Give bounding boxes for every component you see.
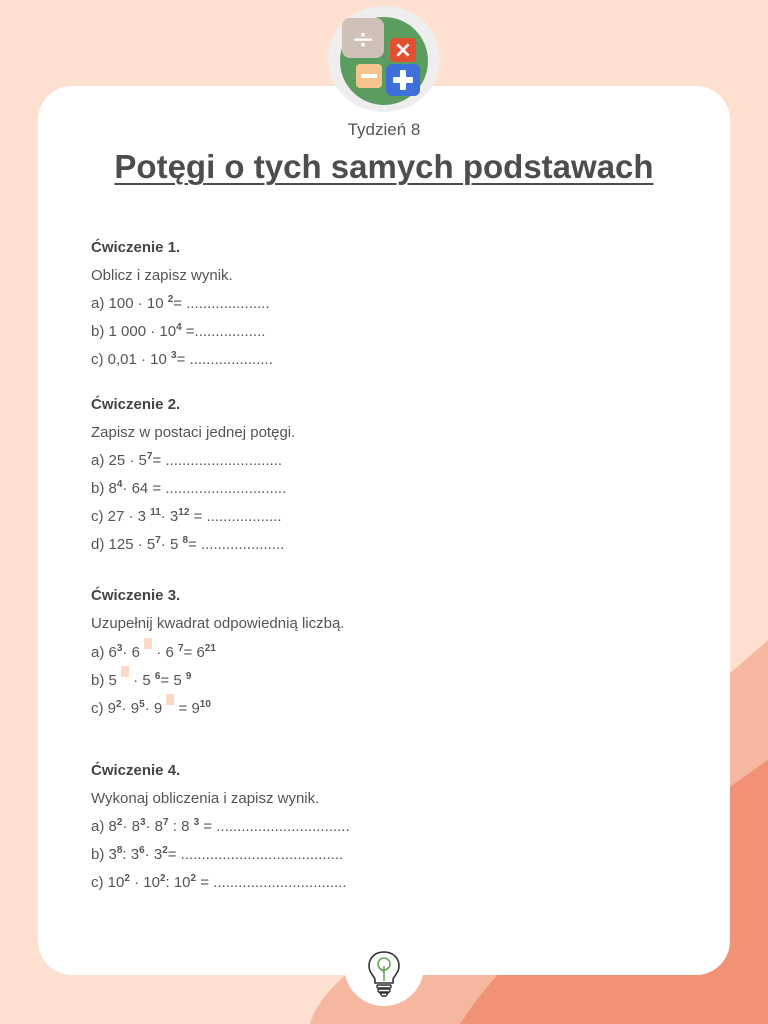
exercise-heading: Ćwiczenie 2. [91,396,181,413]
expression-text: a) 6 [91,644,117,661]
exponent: 10 [199,699,211,710]
exponent: 2 [162,845,168,856]
exercise-item [91,531,691,559]
exercise-2 [91,391,691,559]
exercise-item[interactable] [91,638,691,666]
expression-text: a) 100 · 10 [91,295,168,312]
expression-text: : 8 [168,818,194,835]
expression-text: = ................................ [196,874,347,891]
exponent: 6 [154,671,161,682]
expression-text: = ............................ [152,452,283,469]
expression-text: = 6 [183,644,205,661]
exponent: 4 [176,322,182,333]
expression-text: d) 125 · 5 [91,536,156,553]
page-title: Potęgi o tych samych podstawach [114,148,654,185]
exponent: 2 [159,873,166,884]
exercise-3 [91,582,691,722]
exponent: 6 [139,845,145,856]
exponent: 2 [124,873,130,884]
expression-text: : 10 [165,874,191,891]
exponent: 2 [116,699,122,710]
expression-text: · 9 [144,700,167,717]
answer-blank-square[interactable] [121,666,129,677]
exercise-instruction: Zapisz w postaci jednej potęgi. [91,424,296,441]
exponent: 11 [150,507,161,518]
svg-text:×: × [393,38,413,63]
exponent: 21 [204,643,216,654]
week-label: Tydzień 8 [347,120,421,139]
expression-text: = .................. [189,508,282,525]
expression-text: = .................... [173,295,270,312]
expression-text: = .................... [188,536,285,553]
expression-text: = ................................ [199,818,350,835]
exponent: 3 [116,643,123,654]
expression-text: : 3 [122,846,140,863]
exercise-item [91,447,691,475]
expression-text: · 5 [160,536,183,553]
expression-text: · 3 [160,508,179,525]
svg-text:÷: ÷ [351,22,375,55]
expression-text: · 64 = ............................. [122,480,287,497]
expression-text: c) 10 [91,874,125,891]
header-logo [328,6,440,112]
exponent: 4 [116,479,123,490]
expression-text: =................. [181,323,266,340]
expression-text: = 5 [160,672,186,689]
exponent: 7 [155,535,161,546]
expression-text: · 9 [121,700,140,717]
exercise-instruction: Oblicz i zapisz wynik. [91,267,233,284]
exercise-heading: Ćwiczenie 3. [91,587,181,604]
expression-text: b) 1 000 · 10 [91,323,177,340]
worksheet-card [38,86,730,975]
exercise-item[interactable] [91,666,691,694]
lightbulb-tree-icon [344,926,424,1006]
exercise-item [91,475,691,503]
exponent: 3 [193,817,200,828]
exponent: 2 [116,817,123,828]
exercise-item [91,841,691,869]
expression-text: · 6 [122,644,145,661]
expression-text: · 3 [144,846,163,863]
exercise-item [91,869,691,897]
expression-text: = ....................................... [167,846,344,863]
exponent: 2 [167,294,174,305]
exponent: 3 [171,350,177,361]
exercise-heading: Ćwiczenie 1. [91,239,181,256]
math-operations-icon [328,6,440,112]
expression-text: b) 5 [91,672,122,689]
footer-logo [344,926,424,1006]
exponent: 3 [139,817,146,828]
expression-text: · 8 [122,818,140,835]
expression-text: a) 25 · 5 [91,452,147,469]
exercise-item [91,318,691,346]
exercise-item [91,346,691,374]
exponent: 8 [182,535,189,546]
exponent: 12 [178,507,190,518]
exponent: 8 [116,845,123,856]
expression-text: = .................... [176,351,273,368]
exponent: 2 [190,873,197,884]
expression-text: c) 9 [91,700,117,717]
expression-text: b) 8 [91,480,117,497]
exercise-item[interactable] [91,694,691,722]
expression-text: c) 27 · 3 [91,508,151,525]
expression-text: · 6 [152,644,178,661]
exercise-item [91,290,691,318]
exercise-1 [91,234,691,374]
answer-blank-square[interactable] [144,638,152,649]
exponent: 7 [146,451,153,462]
expression-text: c) 0,01 · 10 [91,351,172,368]
exercise-instruction: Wykonaj obliczenia i zapisz wynik. [91,790,320,807]
expression-text: · 8 [145,818,164,835]
exercise-item [91,813,691,841]
exponent: 7 [177,643,184,654]
exercise-heading: Ćwiczenie 4. [91,762,181,779]
exponent: 9 [185,671,192,682]
exercise-4 [91,757,691,897]
exponent: 7 [163,817,169,828]
expression-text: b) 3 [91,846,117,863]
exponent: 5 [139,699,145,710]
expression-text: · 10 [129,874,160,891]
expression-text: · 5 [129,672,155,689]
expression-text: a) 8 [91,818,117,835]
expression-text: = 9 [174,700,200,717]
exercise-instruction: Uzupełnij kwadrat odpowiednią liczbą. [91,615,345,632]
exercise-item [91,503,691,531]
